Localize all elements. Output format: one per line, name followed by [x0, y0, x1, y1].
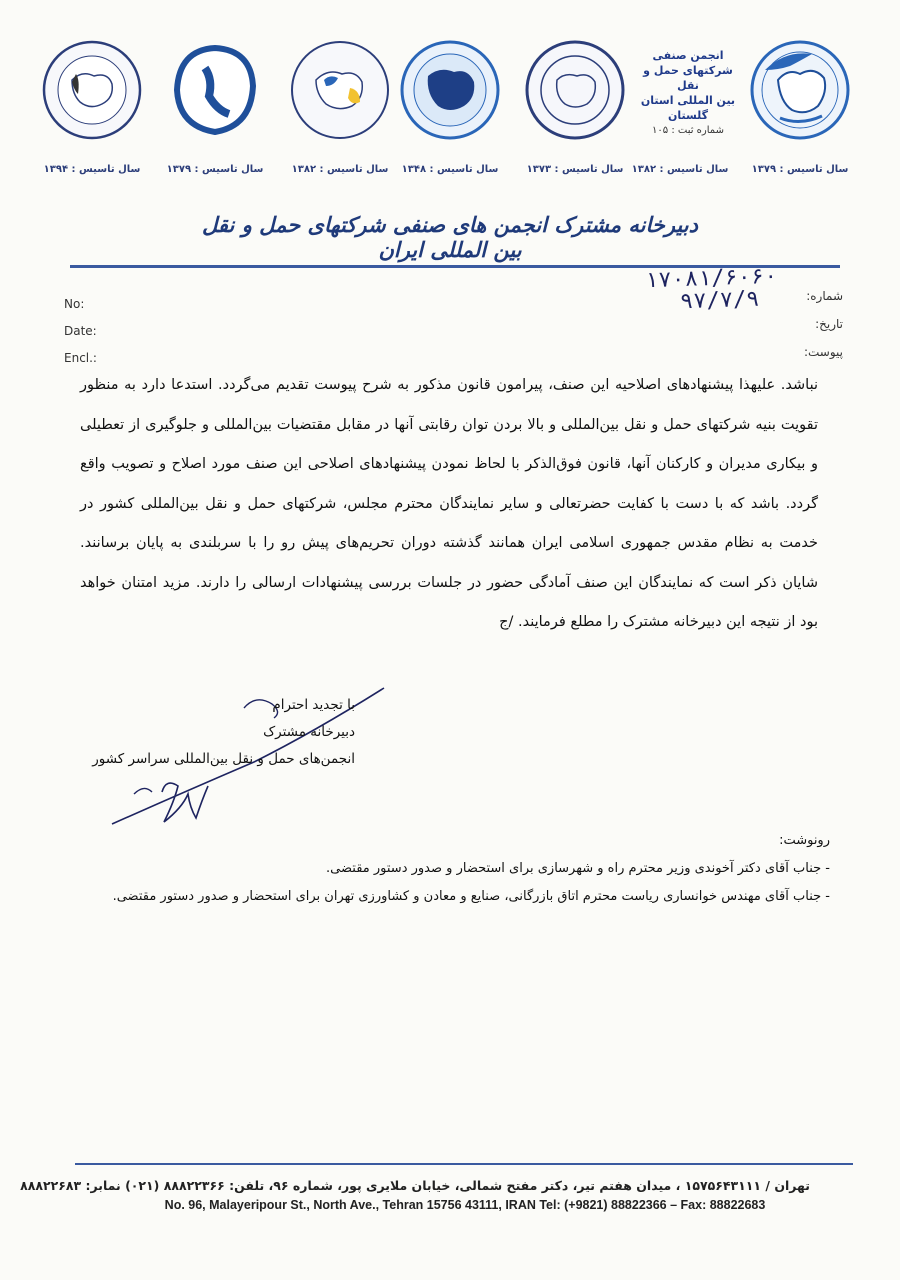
registration-number: شماره ثبت : ۱۰۵ [652, 125, 724, 136]
letter-number-handwritten: ۱۷۰۸۱/۶۰۶۰ [644, 263, 778, 294]
founding-year: سال تاسیس : ۱۳۸۲ [291, 164, 389, 175]
enclosure-label-en: Encl.: [64, 351, 97, 365]
closing-line: با تجدید احترام [272, 697, 355, 713]
sender-line: دبیرخانه مشترک [263, 724, 355, 740]
sender-org-line: انجمن‌های حمل و نقل بین‌المللی سراسر کشور [92, 751, 355, 767]
founding-year: سال تاسیس : ۱۳۷۹ [166, 164, 264, 175]
logo-khorasan-association [515, 40, 635, 185]
cc-item: - جناب آقای مهندس خوانساری ریاست محترم اتاق بازرگانی، صنایع و معادن و کشاورزی تهران برای استحضار و صدور دستور مقتضی. [112, 889, 830, 904]
letter-body: نباشد. علیهذا پیشنهادهای اصلاحیه این صنف، پیرامون قانون مذکور به شرح پیوست تقدیم می‌گردد. استدعا دارد به منظور تقویت بنیه شرکتهای حمل و نقل بین‌المللی و بالا بردن توان رقابتی آنها در مقابل مقتضیات بین‌المللی و جلوگیری از تعطیلی و بیکاری مدیران و کارکنان آنها، قانون فوق‌الذکر با لحاظ نمودن پیشنهادهای اصلاحی این صنف مورد اصلاح و تصویب واقع گردد. باشد که با دست با کفایت حضرتعالی و سایر نمایندگان محترم مجلس، شرکتهای حمل و نقل بین‌المللی کشور در خدمت به نظام مقدس جمهوری اسلامی ایران همانند گذشته دوران تحریم‌های پیش رو را با سربلندی به پایان برسانند. شایان ذکر است که نمایندگان این صنف آمادگی حضور در جلسات بررسی پیشنهادات ارسالی را دارند. مزید امتنان خواهد بود از نتیجه این دبیرخانه مشترک را مطلع فرمایند. /ج [80, 377, 818, 630]
assoc-line: بین المللی استان [640, 94, 736, 107]
founding-year: سال تاسیس : ۱۳۸۲ [631, 164, 729, 175]
cc-item: - جناب آقای دکتر آخوندی وزیر محترم راه و شهرسازی برای استحضار و صدور دستور مقتضی. [326, 861, 830, 876]
signature-block [92, 692, 355, 773]
carbon-copy-block [60, 827, 830, 911]
khorasan-seal-icon [525, 40, 625, 140]
enclosure-label-fa: پیوست: [803, 345, 843, 359]
founding-year: سال تاسیس : ۱۳۴۸ [401, 164, 499, 175]
number-label-fa: شماره: [806, 289, 843, 303]
cc-label: رونوشت: [779, 833, 830, 848]
founding-year: سال تاسیس : ۱۳۷۹ [751, 164, 849, 175]
assoc-line: شرکتهای حمل و نقل [643, 64, 733, 92]
west-azerbaijan-emblem-icon [165, 40, 265, 140]
logo-golestan-association [740, 40, 860, 185]
founding-year: سال تاسیس : ۱۳۹۴ [43, 164, 141, 175]
number-label-en: No: [64, 297, 85, 311]
iran-map-seal-icon [400, 40, 500, 140]
date-label-en: Date: [64, 324, 97, 338]
assoc-line: گلستان [667, 109, 709, 122]
assoc-line: انجمن صنفی [652, 49, 724, 62]
logo-west-azerbaijan-association [155, 40, 275, 185]
letter-date-handwritten: ۹۷/۷/۹ [679, 286, 760, 315]
sistan-seal-icon [290, 40, 390, 140]
footer-divider [75, 1163, 853, 1165]
date-label-fa: تاریخ: [815, 317, 843, 331]
founding-year: سال تاسیس : ۱۳۷۳ [526, 164, 624, 175]
logo-ardabil-association [32, 40, 152, 185]
logo-sistan-baluchestan-association [280, 40, 400, 185]
logo-iran-transport-association [390, 40, 510, 185]
golestan-seal-icon [750, 40, 850, 140]
logo-golestan-text-association [620, 40, 740, 185]
secretariat-title: دبیرخانه مشترک انجمن های صنفی شرکتهای حمل و نقل بین المللی ایران [202, 212, 698, 262]
footer-address-fa: تهران / ۱۵۷۵۶۴۳۱۱۱ ، میدان هفتم تیر، دکتر مفتح شمالی، خیابان ملایری پور، شماره ۹۶، تلفن: ۸۸۸۲۲۳۶۶ (۰۲۱) نمابر: ۸۸۸۲۲۶۸۳ [20, 1178, 810, 1193]
footer-address-en: No. 96, Malayeripour St., North Ave., Tehran 15756 43111, IRAN Tel: (+9821) 88822366 – Fax: 88822683 [164, 1198, 766, 1212]
ardabil-seal-icon [42, 40, 142, 140]
